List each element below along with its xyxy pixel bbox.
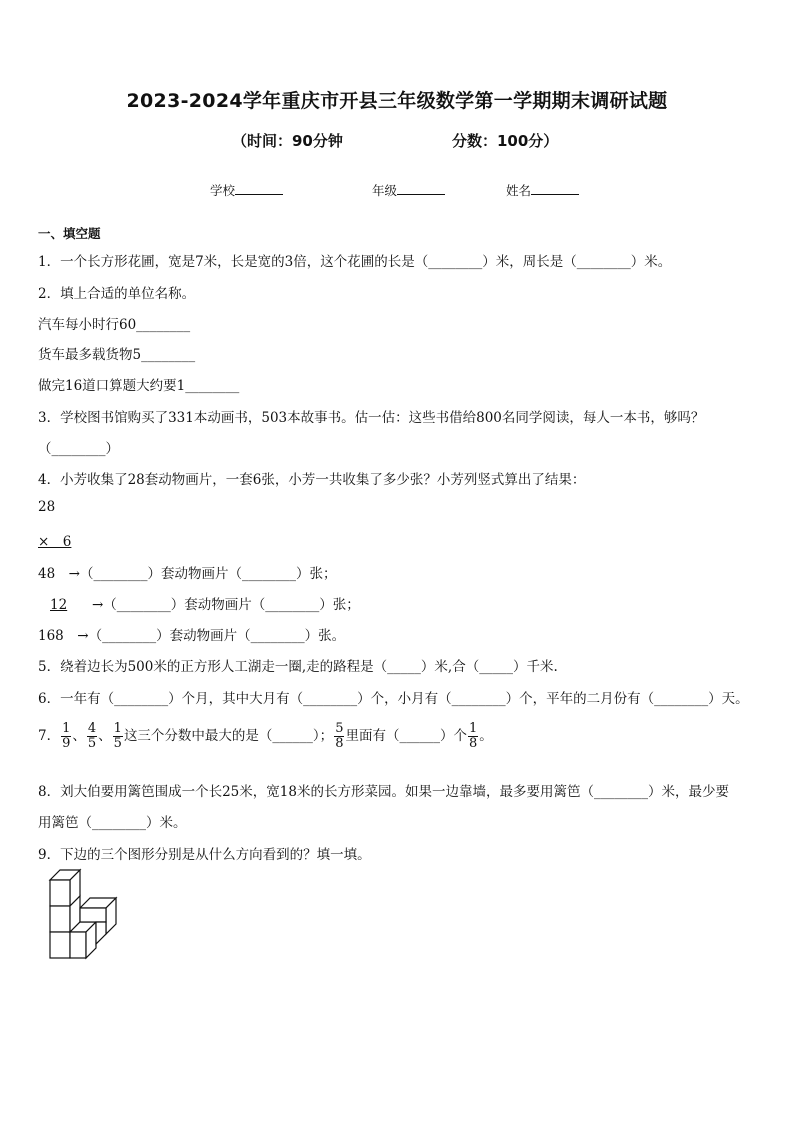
question-3-answer: （________） [38, 441, 119, 457]
q4-row-168: 168 →（________）套动物画片（________）张。 [38, 628, 346, 644]
school-blank [235, 182, 283, 195]
grade-field [372, 181, 445, 199]
q7-number: 7． [38, 728, 61, 744]
school-label: 学校 [210, 183, 236, 198]
question-9: 9．下边的三个图形分别是从什么方向看到的？填一填。 [38, 847, 371, 863]
q4-row-48: 48 →（________）套动物画片（________）张； [38, 566, 337, 582]
frac-den: 5 [113, 736, 122, 751]
fraction-4-5 [87, 722, 97, 751]
page-title: 2023-2024学年重庆市开县三年级数学第一学期期末调研试题 [126, 90, 668, 112]
stacked-cubes-figure [44, 868, 124, 960]
question-2b: 货车最多载货物5________ [38, 347, 196, 363]
separator: 、 [72, 728, 86, 744]
question-6: 6．一年有（________）个月，其中大月有（________）个，小月有（________）个，平年的二月份有（________）天。 [38, 691, 749, 707]
q7-text: 这三个分数中最大的是（______）； [123, 728, 334, 744]
q4-row-12 [38, 593, 360, 613]
fraction-5-8 [334, 722, 344, 751]
name-blank [531, 182, 579, 195]
question-1: 1．一个长方形花圃，宽是7米，长是宽的3倍，这个花圃的长是（________）米，周长是（________）米。 [38, 254, 672, 270]
exam-score: 分数：100分） [452, 132, 559, 150]
frac-num: 1 [468, 721, 478, 736]
q4-12-text: →（________）套动物画片（________）张； [92, 597, 360, 613]
name-field [506, 181, 579, 199]
grade-label: 年级 [372, 183, 398, 198]
question-8-line-1: 8．刘大伯要用篱笆围成一个长25米，宽18米的长方形菜园。如果一边靠墙，最多要用篱笆（________）米，最少要 [38, 784, 729, 800]
frac-num: 1 [113, 721, 122, 736]
frac-den: 8 [468, 736, 478, 751]
q7-text-2: 里面有（______）个 [345, 728, 467, 744]
question-2c: 做完16道口算题大约要1________ [38, 378, 240, 394]
frac-den: 5 [87, 736, 97, 751]
section-heading: 一、填空题 [38, 226, 101, 241]
frac-den: 8 [335, 736, 344, 751]
question-2: 2．填上合适的单位名称。 [38, 286, 196, 302]
question-8-line-2: 用篱笆（________）米。 [38, 815, 187, 831]
school-field [210, 181, 283, 199]
frac-num: 4 [87, 721, 97, 736]
q4-12-value: 12 [50, 597, 68, 613]
q4-multiplicand: 28 [38, 499, 56, 515]
frac-num: 1 [62, 721, 71, 736]
q4-multiplier: × 6 [38, 534, 72, 550]
question-4: 4．小芳收集了28套动物画片，一套6张，小芳一共收集了多少张？小芳列竖式算出了结果： [38, 472, 586, 488]
question-7 [38, 722, 493, 751]
exam-time: （时间：90分钟 [232, 132, 343, 150]
frac-den: 9 [62, 736, 71, 751]
q7-end: 。 [479, 728, 493, 744]
separator: 、 [98, 728, 112, 744]
fraction-1-9 [61, 722, 71, 751]
question-2a: 汽车每小时行60________ [38, 317, 191, 333]
name-label: 姓名 [506, 183, 532, 198]
question-5: 5．绕着边长为500米的正方形人工湖走一圈,走的路程是（_____）米,合（_____）千米. [38, 659, 558, 675]
grade-blank [397, 182, 445, 195]
question-3: 3．学校图书馆购买了331本动画书，503本故事书。估一估：这些书借给800名同学阅读，每人一本书，够吗？ [38, 410, 705, 426]
frac-num: 5 [335, 721, 344, 736]
fraction-1-8 [468, 722, 478, 751]
fraction-1-5 [113, 722, 123, 751]
